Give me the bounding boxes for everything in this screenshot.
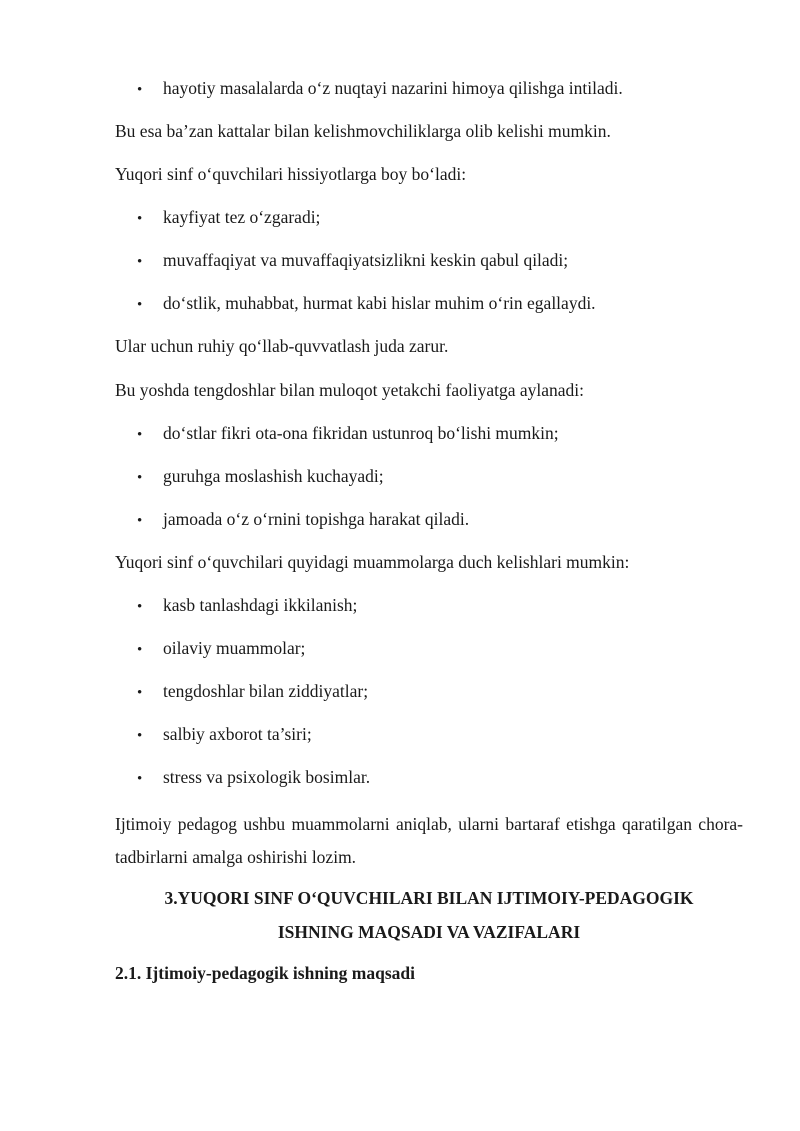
paragraph: Bu esa ba’zan kattalar bilan kelishmovchiliklarga olib kelishi mumkin. bbox=[115, 121, 611, 141]
list-item bbox=[137, 77, 623, 101]
bullet-icon: • bbox=[137, 297, 143, 313]
list-item bbox=[137, 249, 568, 273]
bullet-icon: • bbox=[137, 599, 143, 615]
list-item-text: tengdoshlar bilan ziddiyatlar; bbox=[163, 681, 369, 701]
bullet-icon: • bbox=[137, 642, 143, 658]
list-item bbox=[137, 292, 596, 316]
bullet-icon: • bbox=[137, 470, 143, 486]
list-item bbox=[137, 206, 320, 230]
list-item bbox=[137, 766, 370, 790]
list-item bbox=[137, 508, 469, 532]
list-item-text: jamoada o‘z o‘rnini topishga harakat qiladi. bbox=[163, 509, 470, 529]
bullet-icon: • bbox=[137, 82, 143, 98]
list-item bbox=[137, 723, 312, 747]
list-item bbox=[137, 465, 384, 489]
bullet-icon: • bbox=[137, 771, 143, 787]
list-item bbox=[137, 594, 357, 618]
list-item bbox=[137, 422, 559, 446]
list-item bbox=[137, 680, 368, 704]
list-item-text: kasb tanlashdagi ikkilanish; bbox=[163, 595, 358, 615]
list-item-text: kayfiyat tez o‘zgaradi; bbox=[163, 207, 321, 227]
bullet-icon: • bbox=[137, 254, 143, 270]
list-item-text: do‘stlik, muhabbat, hurmat kabi hislar muhim o‘rin egallaydi. bbox=[163, 293, 596, 313]
list-item-text: guruhga moslashish kuchayadi; bbox=[163, 466, 384, 486]
list-item bbox=[137, 637, 305, 661]
bullet-icon: • bbox=[137, 211, 143, 227]
list-item-text: stress va psixologik bosimlar. bbox=[163, 767, 371, 787]
list-item-text: hayotiy masalalarda o‘z nuqtayi nazarini himoya qilishga intiladi. bbox=[163, 78, 623, 98]
paragraph: Ijtimoiy pedagog ushbu muammolarni aniqlab, ularni bartaraf etishga qaratilgan chora-tadbirlarni amalga oshirishi lozim. bbox=[115, 814, 743, 867]
section-heading-line: 3.YUQORI SINF O‘QUVCHILARI BILAN IJTIMOIY-PEDAGOGIK bbox=[164, 888, 694, 908]
list-item-text: muvaffaqiyat va muvaffaqiyatsizlikni keskin qabul qiladi; bbox=[163, 250, 569, 270]
section-heading-line: ISHNING MAQSADI VA VAZIFALARI bbox=[277, 922, 581, 942]
bullet-icon: • bbox=[137, 513, 143, 529]
paragraph: Yuqori sinf o‘quvchilari quyidagi muammolarga duch kelishlari mumkin: bbox=[115, 552, 630, 572]
paragraph: Yuqori sinf o‘quvchilari hissiyotlarga boy bo‘ladi: bbox=[115, 164, 467, 184]
list-item-text: salbiy axborot ta’siri; bbox=[163, 724, 312, 744]
paragraph: Bu yoshda tengdoshlar bilan muloqot yetakchi faoliyatga aylanadi: bbox=[115, 380, 584, 400]
subsection-heading: 2.1. Ijtimoiy-pedagogik ishning maqsadi bbox=[115, 963, 415, 983]
bullet-icon: • bbox=[137, 685, 143, 701]
paragraph: Ular uchun ruhiy qo‘llab-quvvatlash juda zarur. bbox=[115, 336, 449, 356]
section-heading bbox=[115, 881, 743, 949]
bullet-icon: • bbox=[137, 427, 143, 443]
bullet-icon: • bbox=[137, 728, 143, 744]
list-item-text: do‘stlar fikri ota-ona fikridan ustunroq bo‘lishi mumkin; bbox=[163, 423, 559, 443]
list-item-text: oilaviy muammolar; bbox=[163, 638, 306, 658]
